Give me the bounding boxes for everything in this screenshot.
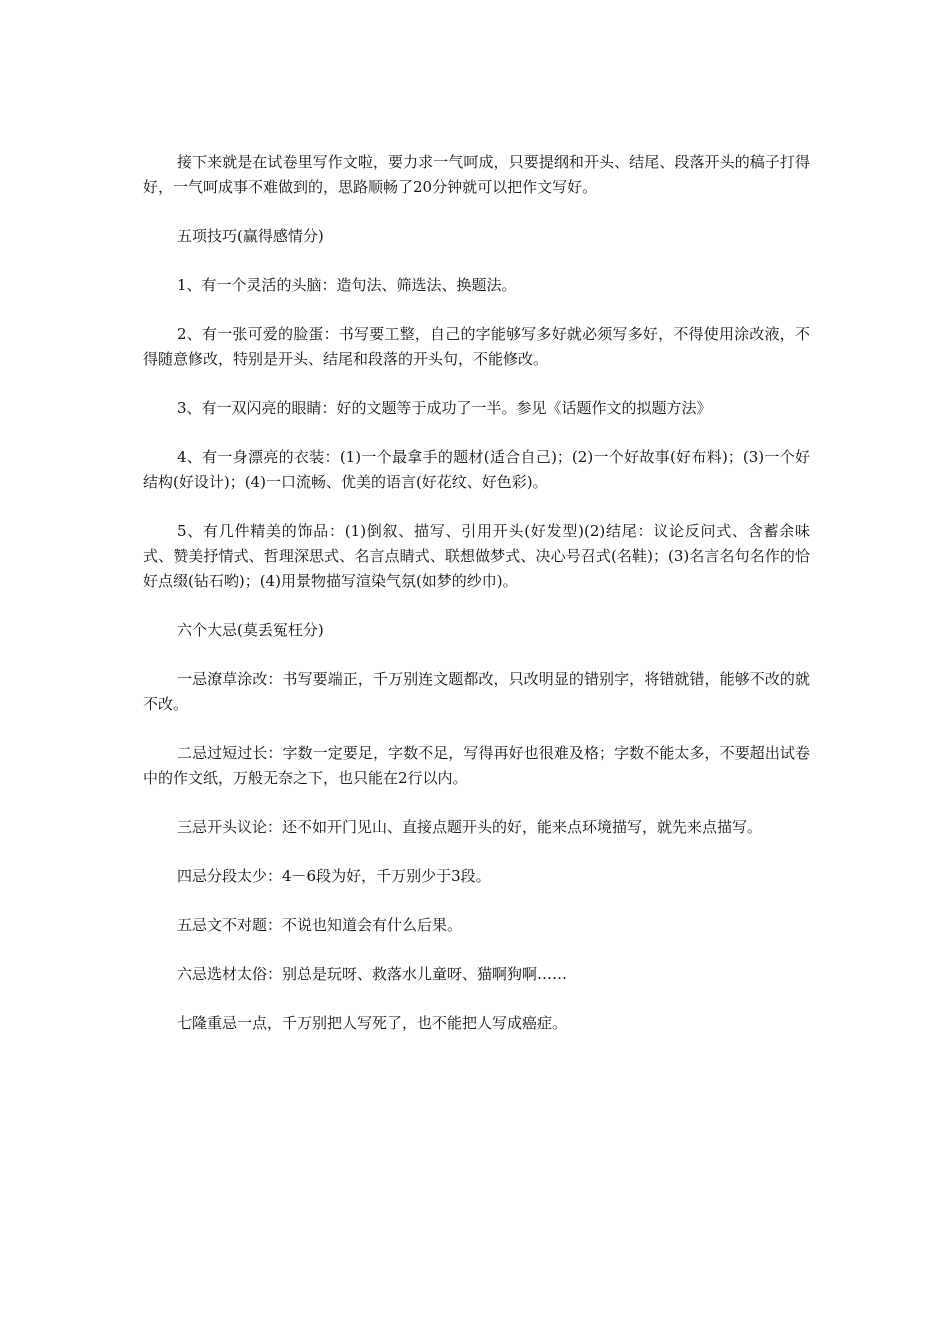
taboo-item-5: 五忌文不对题：不说也知道会有什么后果。 <box>177 916 463 934</box>
paragraph-intro: 接下来就是在试卷里写作文啦，要力求一气呵成，只要提纲和开头、结尾、段落开头的稿子打得好，一气呵成事不难做到的，思路顺畅了20分钟就可以把作文写好。 <box>143 153 810 196</box>
taboo-item-2: 二忌过短过长：字数一定要足，字数不足，写得再好也很难及格；字数不能太多，不要超出试卷中的作文纸，万般无奈之下，也只能在2行以内。 <box>143 744 810 787</box>
section-heading-five-skills: 五项技巧(赢得感情分) <box>177 227 324 245</box>
document-body <box>143 150 810 1060</box>
skill-item-1: 1、有一个灵活的头脑：造句法、筛选法、换题法。 <box>177 276 517 294</box>
skill-item-2: 2、有一张可爱的脸蛋：书写要工整，自己的字能够写多好就必须写多好，不得使用涂改液，不得随意修改，特别是开头、结尾和段落的开头句，不能修改。 <box>143 325 810 368</box>
skill-item-5: 5、有几件精美的饰品：(1)倒叙、描写、引用开头(好发型)(2)结尾：议论反问式、含蓄余味式、赞美抒情式、哲理深思式、名言点睛式、联想做梦式、决心号召式(名鞋)；(3)名言名句名作的恰好点缀(钻石哟)；(4)用景物描写渲染气氛(如梦的纱巾)。 <box>143 522 810 590</box>
taboo-item-3: 三忌开头议论：还不如开门见山、直接点题开头的好，能来点环境描写，就先来点描写。 <box>177 818 763 836</box>
taboo-item-1: 一忌潦草涂改：书写要端正，千万别连文题都改，只改明显的错别字，将错就错，能够不改的就不改。 <box>143 670 810 713</box>
section-heading-six-taboos: 六个大忌(莫丢冤枉分) <box>177 621 324 639</box>
taboo-item-7: 七隆重忌一点，千万别把人写死了，也不能把人写成癌症。 <box>177 1014 568 1032</box>
skill-item-3: 3、有一双闪亮的眼睛：好的文题等于成功了一半。参见《话题作文的拟题方法》 <box>177 399 712 417</box>
taboo-item-6: 六忌选材太俗：别总是玩呀、救落水儿童呀、猫啊狗啊…… <box>177 965 568 983</box>
taboo-item-4: 四忌分段太少：4－6段为好，千万别少于3段。 <box>177 867 491 885</box>
skill-item-4: 4、有一身漂亮的衣装：(1)一个最拿手的题材(适合自己)；(2)一个好故事(好布料)；(3)一个好结构(好设计)；(4)一口流畅、优美的语言(好花纹、好色彩)。 <box>143 448 810 491</box>
